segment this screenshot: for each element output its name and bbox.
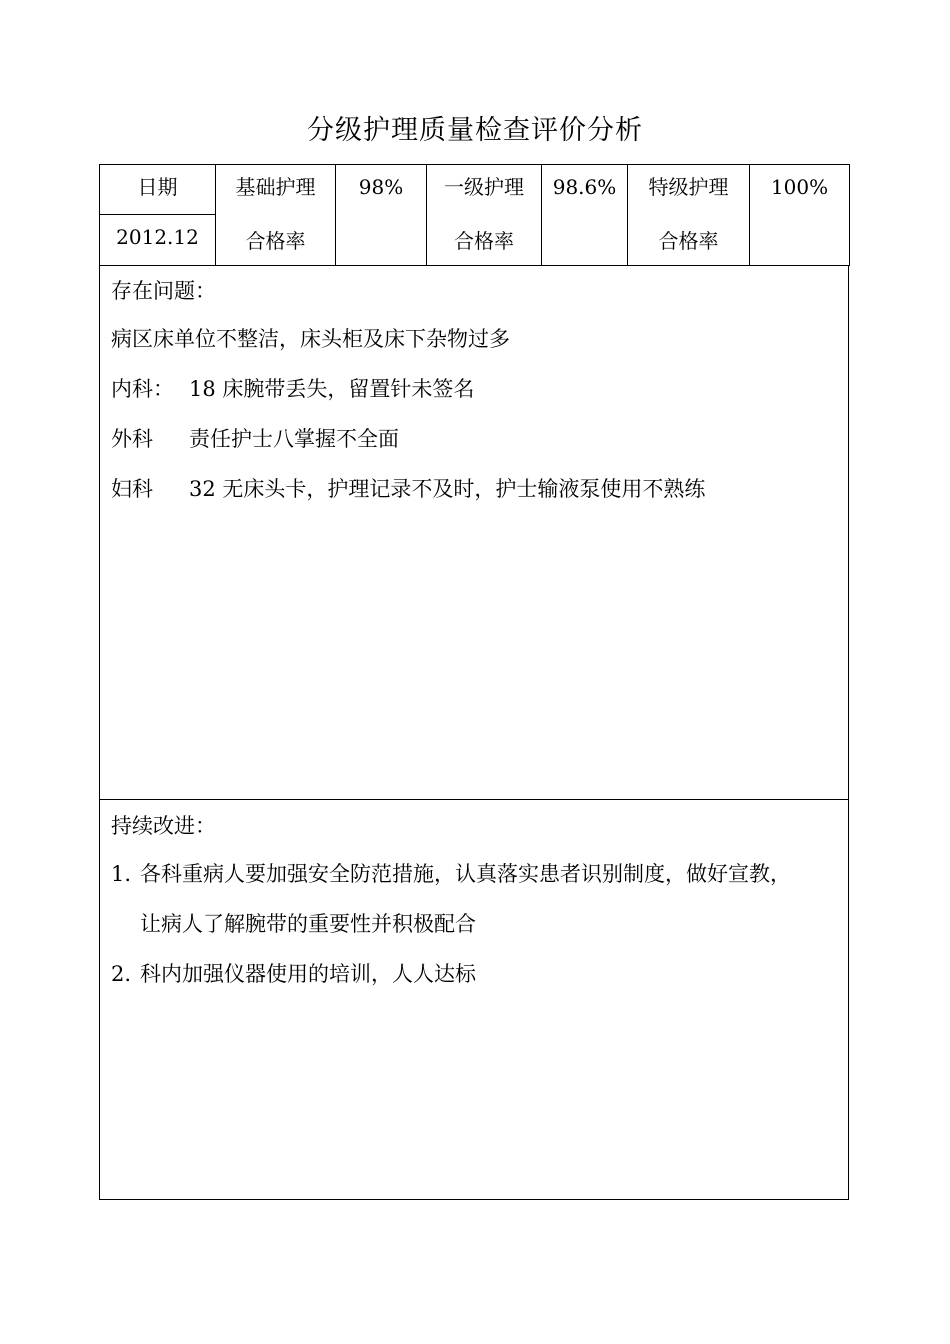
basic-value-cell [336, 165, 427, 266]
problem-line [111, 423, 399, 453]
basic-value: 98% [358, 175, 404, 199]
improvement-text: 各科重病人要加强安全防范措施，认真落实患者识别制度，做好宣教， [140, 862, 791, 886]
problem-dept: 内科： [111, 377, 174, 401]
level1-label-line1: 一级护理 [444, 175, 524, 199]
special-value: 100% [770, 175, 829, 199]
improvement-item [111, 958, 476, 988]
problem-dept: 外科 [111, 427, 153, 451]
problem-line [111, 373, 474, 403]
problems-label: 存在问题： [111, 279, 216, 303]
date-value-cell [100, 215, 216, 266]
problem-text: 责任护士八掌握不全面 [189, 427, 399, 451]
summary-table [99, 164, 850, 266]
problem-dept: 妇科 [111, 477, 153, 501]
improvement-continuation: 让病人了解腕带的重要性并积极配合 [140, 912, 476, 936]
date-value: 2012.12 [116, 225, 199, 249]
improvement-section [99, 799, 849, 1200]
special-value-cell [750, 165, 850, 266]
level1-value-cell [542, 165, 628, 266]
problem-text: 32 无床头卡，护理记录不及时，护士输液泵使用不熟练 [189, 477, 706, 501]
special-label-cell [628, 165, 750, 266]
date-label-cell [100, 165, 216, 215]
problem-line [111, 473, 705, 503]
basic-label-line1: 基础护理 [235, 175, 316, 199]
basic-label-line2: 合格率 [245, 229, 306, 253]
level1-value: 98.6% [552, 175, 617, 199]
improvement-number: 1. [111, 862, 132, 886]
problem-line [111, 323, 510, 353]
date-label: 日期 [137, 175, 178, 199]
improvement-number: 2. [111, 962, 132, 986]
document-title: 分级护理质量检查评价分析 [307, 115, 643, 146]
problem-text: 18 床腕带丢失，留置针未签名 [189, 377, 475, 401]
level1-label-cell [427, 165, 542, 266]
improvement-label: 持续改进： [111, 814, 216, 838]
level1-label-line2: 合格率 [454, 229, 514, 253]
improvement-text: 科内加强仪器使用的培训，人人达标 [140, 962, 476, 986]
basic-label-cell [216, 165, 336, 266]
special-label-line1: 特级护理 [648, 175, 729, 199]
problem-text: 病区床单位不整洁，床头柜及床下杂物过多 [111, 327, 510, 351]
problems-section [99, 265, 849, 800]
special-label-line2: 合格率 [658, 229, 719, 253]
improvement-item [111, 858, 791, 888]
